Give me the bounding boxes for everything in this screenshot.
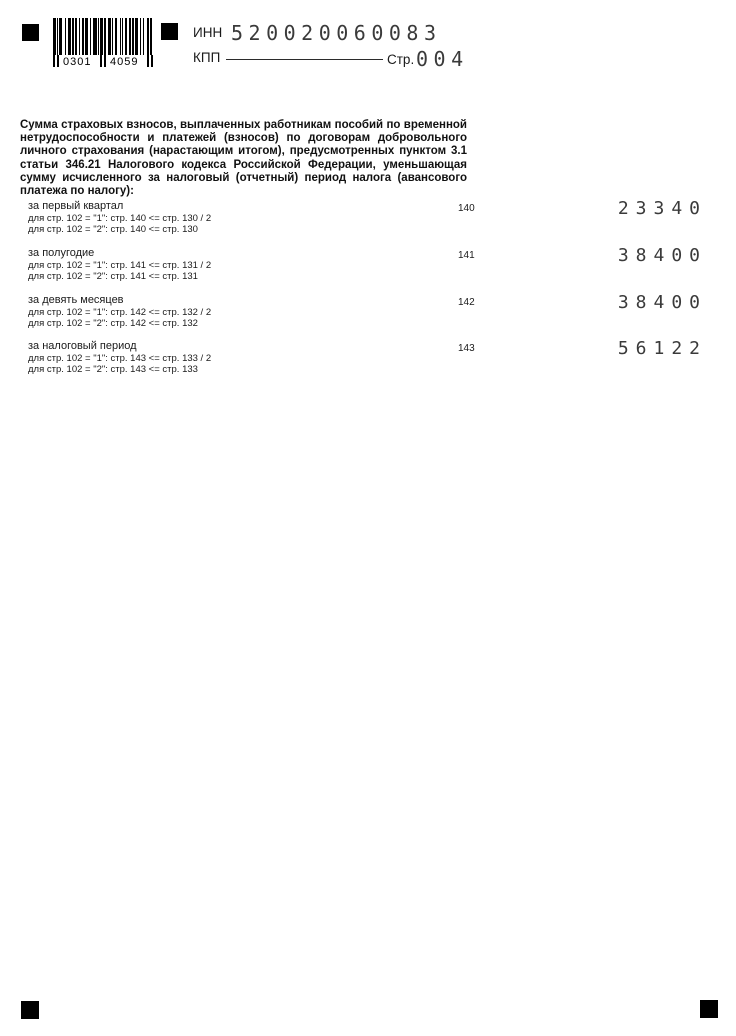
- registration-mark-bottom-right: [700, 1000, 718, 1018]
- row-line-code: 140: [458, 203, 475, 214]
- row-condition-2: для стр. 102 = "2": стр. 142 <= стр. 132: [28, 318, 198, 329]
- row-condition-1: для стр. 102 = "1": стр. 141 <= стр. 131 / 2: [28, 260, 212, 271]
- row-value: 38400: [617, 245, 707, 266]
- page-label: Стр.: [387, 52, 415, 67]
- row-title: за полугодие: [28, 247, 95, 259]
- row-condition-1: для стр. 102 = "1": стр. 142 <= стр. 132 / 2: [28, 307, 212, 318]
- form-row-141: [28, 245, 707, 282]
- row-line-code: 142: [458, 297, 475, 308]
- barcode-number-right: 4059: [110, 56, 139, 68]
- registration-mark-top-left: [22, 24, 39, 41]
- row-line-code: 143: [458, 343, 475, 354]
- barcode-guard-bar: [53, 55, 55, 67]
- form-barcode: [53, 18, 153, 70]
- barcode-guard-bar: [104, 55, 106, 67]
- form-row-140: [28, 198, 707, 235]
- barcode-guard-bar: [57, 55, 59, 67]
- kpp-underline: [226, 59, 383, 60]
- registration-mark-bottom-left: [21, 1001, 39, 1019]
- barcode-guard-bar: [147, 55, 149, 67]
- form-row-142: [28, 292, 707, 329]
- row-condition-1: для стр. 102 = "1": стр. 140 <= стр. 130 / 2: [28, 213, 212, 224]
- inn-value: 520020060083: [231, 21, 442, 45]
- form-row-143: [28, 338, 707, 375]
- inn-label: ИНН: [193, 25, 223, 40]
- row-value: 23340: [617, 198, 707, 219]
- row-condition-2: для стр. 102 = "2": стр. 143 <= стр. 133: [28, 364, 198, 375]
- row-line-code: 141: [458, 250, 475, 261]
- row-title: за налоговый период: [28, 340, 137, 352]
- barcode-guard-bar: [151, 55, 153, 67]
- row-condition-2: для стр. 102 = "2": стр. 140 <= стр. 130: [28, 224, 198, 235]
- row-value: 56122: [617, 338, 707, 359]
- kpp-label: КПП: [193, 50, 221, 65]
- row-title: за первый квартал: [28, 200, 124, 212]
- barcode-guard-bar: [100, 55, 102, 67]
- row-condition-2: для стр. 102 = "2": стр. 141 <= стр. 131: [28, 271, 198, 282]
- page-number: 004: [416, 47, 469, 71]
- barcode-bars: [53, 18, 153, 55]
- section-description: Сумма страховых взносов, выплаченных работникам пособий по временной нетрудоспособности и платежей (взносов) по договорам добровольного личного страхования (нарастающим итогом), предусмотренных пунктом 3.1 статьи 346.21 Налогового кодекса Российской Федерации, уменьшающая сумму исчисленного за налоговый (отчетный) период налога (авансового платежа по налогу):: [20, 119, 467, 198]
- row-value: 38400: [617, 292, 707, 313]
- barcode-number-left: 0301: [63, 56, 92, 68]
- row-title: за девять месяцев: [28, 294, 124, 306]
- row-condition-1: для стр. 102 = "1": стр. 143 <= стр. 133 / 2: [28, 353, 212, 364]
- registration-mark-top-second: [161, 23, 178, 40]
